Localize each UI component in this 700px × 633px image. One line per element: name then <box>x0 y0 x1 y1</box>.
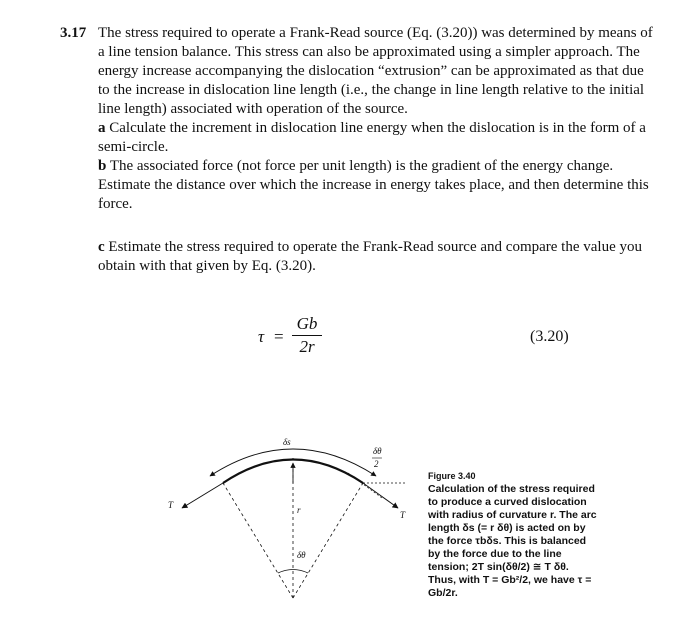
part-a-text: Calculate the increment in dislocation line energy when the dislocation is in the form of a semi-circle. <box>98 120 646 155</box>
equation-numerator: Gb <box>296 314 318 333</box>
equation-fraction <box>292 314 322 357</box>
tension-right-arrow <box>363 483 398 508</box>
angle-label: δθ <box>297 550 306 560</box>
half-angle-label-bottom: 2 <box>374 459 379 469</box>
problem-intro: The stress required to operate a Frank-Read source (Eq. (3.20)) was determined by means of a line tension balance. This stress can also be approximated using a simpler approach. The energy increase accompanying the dislocation “extrusion” can be approximated as that due to the increase in dislocation line length (i.e., the change in line length relative to the initial line length) associated with operation of the source. <box>98 25 653 117</box>
tension-left-label: T <box>168 500 174 510</box>
radius-left-line <box>223 483 293 598</box>
radius-right-line <box>293 483 363 598</box>
part-c <box>98 238 654 276</box>
equation-equals: = <box>274 327 284 346</box>
problem-number: 3.17 <box>60 25 87 41</box>
equation-denominator: 2r <box>299 337 315 356</box>
equation-lhs: τ <box>258 327 265 346</box>
half-angle-label-top: δθ <box>373 446 382 456</box>
figure-caption <box>428 470 598 600</box>
equation-number: (3.20) <box>530 328 569 345</box>
arc-length-label: δs <box>283 437 291 447</box>
figure-caption-text: Calculation of the stress required to produce a curved dislocation with radius of curvature r. The arc length δs (= r δθ) is acted on by the force τbδs. This is balanced by the force due to the line tension; 2T sin(δθ/2) ≅ T δθ. Thus, with T = Gb²/2, we have τ = Gb/2r. <box>428 483 597 599</box>
part-b-text: The associated force (not force per unit length) is the gradient of the energy change. Estimate the distance over which the increase in energy takes place, and then determine this force. <box>98 158 649 212</box>
radius-label: r <box>297 505 301 515</box>
figure-3-40-diagram <box>160 428 420 608</box>
fraction-bar <box>292 335 322 336</box>
figure-caption-title: Figure 3.40 <box>428 471 476 481</box>
part-a-label: a <box>98 120 106 136</box>
part-b <box>98 157 654 214</box>
part-a <box>98 119 654 157</box>
part-c-text: Estimate the stress required to operate the Frank-Read source and compare the value you obtain with that given by Eq. (3.20). <box>98 239 642 274</box>
part-c-label: c <box>98 239 105 255</box>
tension-right-label: T <box>400 510 406 520</box>
tension-left-arrow <box>182 483 223 508</box>
part-b-label: b <box>98 158 107 174</box>
